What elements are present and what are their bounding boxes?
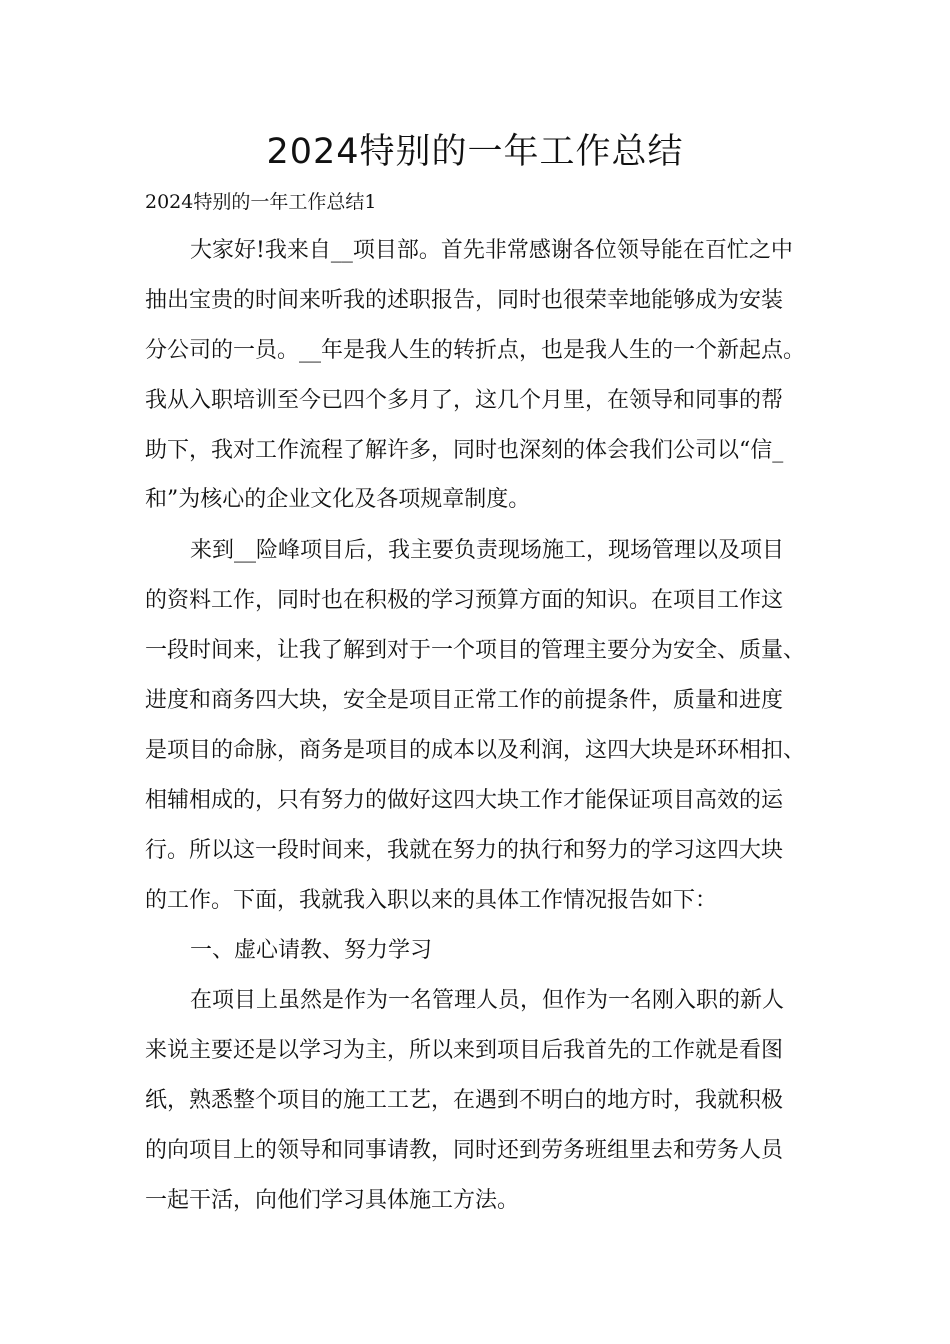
paragraph-line: 来说主要还是以学习为主，所以来到项目后我首先的工作就是看图 xyxy=(145,1038,784,1063)
paragraph-line: 相辅相成的，只有努力的做好这四大块工作才能保证项目高效的运 xyxy=(145,788,784,813)
paragraph-line: 助下，我对工作流程了解许多，同时也深刻的体会我们公司以“信_ xyxy=(145,438,784,463)
paragraph-line: 分公司的一员。__年是我人生的转折点，也是我人生的一个新起点。 xyxy=(145,338,806,363)
paragraph-line: 是项目的命脉，商务是项目的成本以及利润，这四大块是环环相扣、 xyxy=(145,738,806,763)
paragraph-line: 的工作。下面，我就我入职以来的具体工作情况报告如下： xyxy=(145,888,718,913)
paragraph-line: 抽出宝贵的时间来听我的述职报告，同时也很荣幸地能够成为安装 xyxy=(145,288,784,313)
section-heading: 一、虚心请教、努力学习 xyxy=(190,938,433,963)
paragraph-line: 的资料工作，同时也在积极的学习预算方面的知识。在项目工作这 xyxy=(145,588,784,613)
paragraph-line: 进度和商务四大块，安全是项目正常工作的前提条件，质量和进度 xyxy=(145,688,784,713)
paragraph-line: 来到__险峰项目后，我主要负责现场施工，现场管理以及项目 xyxy=(190,538,785,563)
paragraph-line: 行。所以这一段时间来，我就在努力的执行和努力的学习这四大块 xyxy=(145,838,784,863)
paragraph-line: 的向项目上的领导和同事请教，同时还到劳务班组里去和劳务人员 xyxy=(145,1138,784,1163)
paragraph-line: 我从入职培训至今已四个多月了，这几个月里，在领导和同事的帮 xyxy=(145,388,784,413)
paragraph-line: 和”为核心的企业文化及各项规章制度。 xyxy=(145,487,531,512)
paragraph-line: 一段时间来，让我了解到对于一个项目的管理主要分为安全、质量、 xyxy=(145,638,806,663)
document-title: 2024特别的一年工作总结 xyxy=(266,132,684,172)
document-subtitle: 2024特别的一年工作总结1 xyxy=(145,191,377,213)
paragraph-line: 一起干活，向他们学习具体施工方法。 xyxy=(145,1188,520,1213)
paragraph-line: 大家好!我来自__项目部。首先非常感谢各位领导能在百忙之中 xyxy=(190,238,793,263)
paragraph-line: 纸，熟悉整个项目的施工工艺，在遇到不明白的地方时，我就积极 xyxy=(145,1088,784,1113)
paragraph-line: 在项目上虽然是作为一名管理人员，但作为一名刚入职的新人 xyxy=(190,988,785,1013)
